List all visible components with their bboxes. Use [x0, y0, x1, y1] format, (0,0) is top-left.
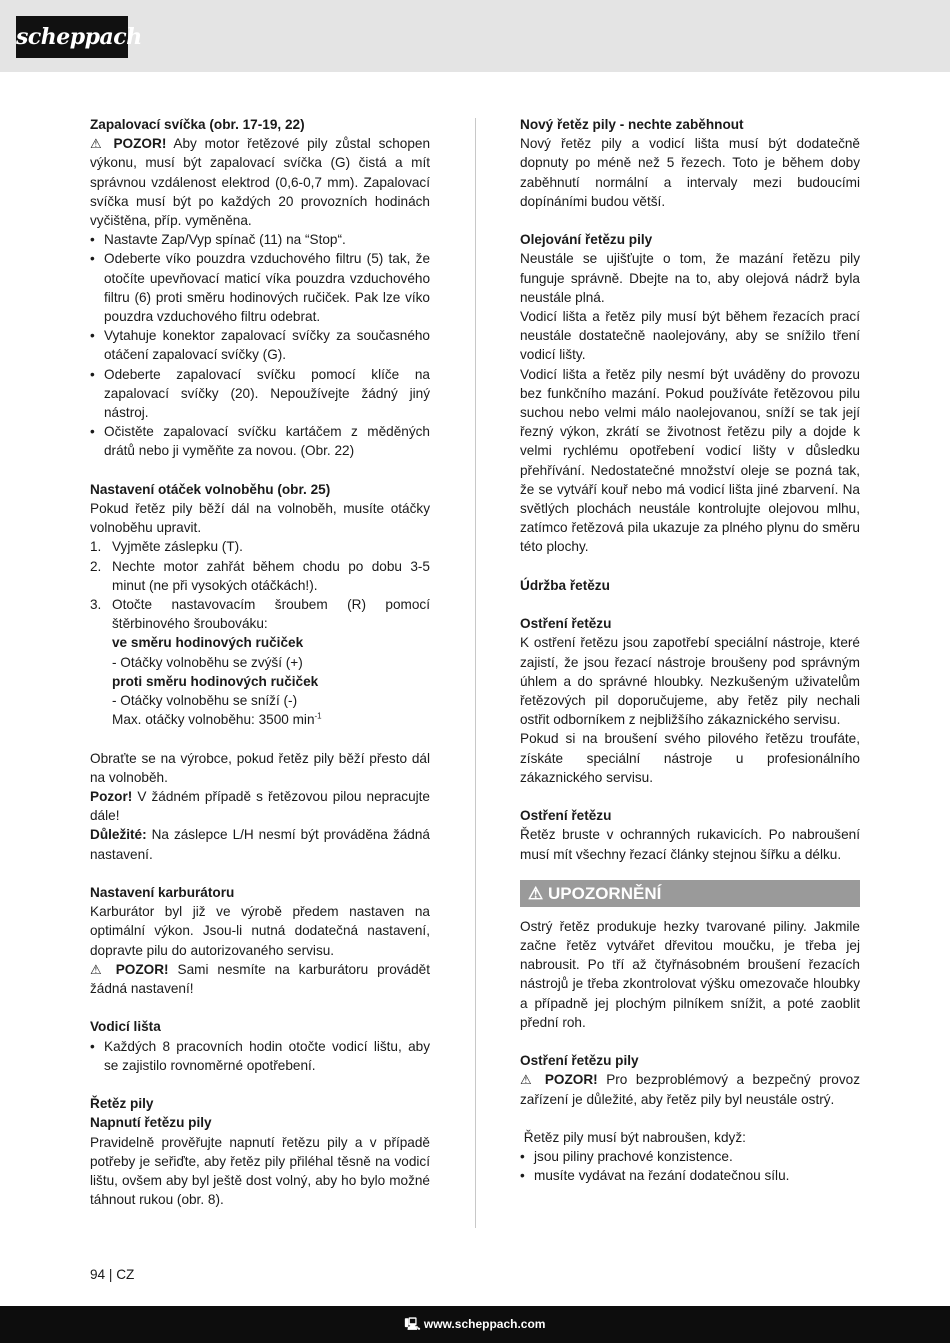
warning-triangle-icon: ⚠: [528, 883, 544, 903]
column-divider: [475, 118, 476, 1228]
idle-speed-heading: Nastavení otáček volnoběhu (obr. 25): [90, 481, 331, 497]
page-number: 94 | CZ: [90, 1267, 135, 1282]
counterclockwise-result: - Otáčky volnoběhu se sníží (-): [112, 693, 298, 709]
carburetor-heading: Nastavení karburátoru: [90, 885, 235, 901]
carburetor-text: Karburátor byl již ve výrobě předem nastaven na optimální výkon. Jsou-li nutná dodatečná nastavení, dopravte pilu do autorizovaného servisu.: [90, 904, 430, 958]
list-item: • musíte vydávat na řezání dodatečnou sílu.: [520, 1166, 860, 1185]
clockwise-result: - Otáčky volnoběhu se zvýší (+): [112, 654, 303, 670]
right-column: [520, 115, 860, 1186]
warning-banner: ⚠ UPOZORNĚNÍ: [520, 880, 860, 907]
page-footer: [0, 1306, 950, 1343]
idle-pozor: Pozor! V žádném případě s řetězovou pilou nepracujte dále!: [90, 789, 430, 824]
guide-bar-heading: Vodicí lišta: [90, 1019, 161, 1035]
list-item: • Vytahuje konektor zapalovací svíčky za současného otáčení zapalovací svíčky (G).: [90, 326, 430, 364]
list-item: • Odeberte víko pouzdra vzduchového filtru (5) tak, že otočíte upevňovací maticí víka pouzdra vzduchového filtru (6) proti směru hodinových ručiček. Pak lze víko pouzdra vzduchového filtru odebrat.: [90, 249, 430, 326]
idle-contact: Obraťte se na výrobce, pokud řetěz pily běží přesto dál na volnoběh.: [90, 750, 430, 785]
footer-url[interactable]: www.scheppach.com: [423, 1317, 546, 1331]
scheppach-logo: scheppach: [16, 16, 128, 58]
sharpening-heading: Ostření řetězu: [520, 616, 612, 632]
list-item: • Nastavte Zap/Vyp spínač (11) na “Stop“.: [90, 230, 430, 249]
chain-heading: Řetěz pily: [90, 1096, 154, 1112]
oiling-heading: Olejování řetězu pily: [520, 232, 653, 248]
chain-maintenance-heading: Údržba řetězu: [520, 577, 610, 593]
sharpening-text-3: Řetěz bruste v ochranných rukavicích. Po nabroušení musí mít všechny řezací články stejnou šířku a délku.: [520, 827, 860, 862]
warning-triangle-icon: ⚠: [90, 136, 106, 152]
new-chain-text: Nový řetěz pily a vodicí lišta musí být dodatečně dopnuty po méně než 5 řezech. Toto je během doby zaběhnutí normální a intervaly mezi budoucími dopínáními budou větší.: [520, 136, 860, 209]
oiling-text-2: Vodicí lišta a řetěz pily musí být během řezacích prací neustále dostatečně naolejovány, aby se snížilo tření vodicí lišty.: [520, 309, 860, 363]
list-item: 2. Nechte motor zahřát během chodu po dobu 3-5 minut (ne při vysokých otáčkách!).: [90, 558, 430, 593]
spark-plug-heading: Zapalovací svíčka (obr. 17-19, 22): [90, 117, 305, 132]
sharpening-text-2: Pokud si na broušení svého pilového řetězu troufáte, získáte speciální nástroje u profesionálního zákaznického servisu.: [520, 731, 860, 785]
list-item: 3. Otočte nastavovacím šroubem (R) pomocí štěrbinového šroubováku:: [90, 597, 430, 632]
oiling-text-1: Neustále se ujišťujte o tom, že mazání řetězu pily funguje správně. Dbejte na to, aby olejová nádrž byla neustále plná.: [520, 251, 860, 305]
list-item: • jsou piliny prachové konzistence.: [520, 1147, 860, 1166]
list-item: • Očistěte zapalovací svíčku kartáčem z měděných drátů nebo ji vyměňte za novou. (Obr. 22): [90, 422, 430, 460]
max-idle-speed: Max. otáčky volnoběhu: 3500 $\min^{-1}$: [112, 711, 322, 728]
monitor-icon: 🖳: [404, 1317, 421, 1331]
list-item: 1. Vyjměte záslepku (T).: [90, 539, 243, 555]
idle-intro: Pokud řetěz pily běží dál na volnoběh, musíte otáčky volnoběhu upravit.: [90, 501, 430, 536]
warning-triangle-icon: ⚠: [520, 1072, 537, 1088]
idle-dulezite: Důležité: Na záslepce L/H nesmí být prováděna žádná nastavení.: [90, 827, 430, 862]
warning-triangle-icon: ⚠: [90, 961, 107, 977]
sharpening-text-1: K ostření řetězu jsou zapotřebí speciální nástroje, které zajistí, že jsou řezací nástroje broušeny pod správným úhlem a do správné hloubky. Nezkušeným uživatelům řetězových pil doporučujeme, aby řetěz pily nechali ostřit odborníkem z nejbližšího zákaznického servisu.: [520, 635, 860, 728]
page-header: [0, 0, 950, 72]
counterclockwise-label: proti směru hodinových ručiček: [112, 673, 319, 689]
oiling-text-3: Vodicí lišta a řetěz pily nesmí být uváděny do provozu bez funkčního mazání. Pokud používáte řetězovou pilu suchou nebo velmi málo naolejovanou, sníží se tak její řezný výkon, zkrátí se životnost řetězu pily a dojde k velmi rychlému opotřebení vodicí lišty v důsledku přehřívání. Nedostatečné množství oleje se pozná tak, že se vytváří kouř nebo má vodicí lišta jiné zbarvení. Na světlých plochách neustále kontrolujte olejovou mlhu, zatímco řetězová pila ukazuje za plného plynu do směru této plochy.: [520, 366, 860, 555]
carburetor-warning: ⚠ POZOR! Sami nesmíte na karburátoru provádět žádná nastavení!: [90, 961, 431, 997]
chain-tension-heading: Napnutí řetězu pily: [90, 1115, 212, 1131]
sharpen-when-intro: Řetěz pily musí být nabroušen, když:: [520, 1130, 746, 1146]
clockwise-label: ve směru hodinových ručiček: [112, 635, 304, 651]
new-chain-heading: Nový řetěz pily - nechte zaběhnout: [520, 117, 744, 132]
list-item: • Každých 8 pracovních hodin otočte vodicí lištu, aby se zajistilo rovnoměrné opotřebení.: [90, 1037, 430, 1075]
chain-tension-text: Pravidelně prověřujte napnutí řetězu pily a v případě potřeby je seřiďte, aby řetěz pily přiléhal těsně na vodicí lištu, ovšem aby byl ještě dost volný, aby ho bylo možné táhnout rukou (obr. 8).: [90, 1134, 430, 1208]
chain-sharpening-warning: ⚠ POZOR! Pro bezproblémový a bezpečný provoz zařízení je důležité, aby řetěz pily byl neustále ostrý.: [520, 1072, 860, 1107]
left-column: [90, 115, 430, 1210]
spark-plug-warning: ⚠ POZOR! Aby motor řetězové pily zůstal schopen výkonu, musí být zapalovací svíčka (G) čistá a mít správnou vzdálenost elektrod (0,6-0,7 mm). Zapalovací svíčka musí být po každých 20 provozních hodinách vyčištěna, příp. vyměněna.: [90, 136, 430, 229]
list-item: • Odeberte zapalovací svíčku pomocí klíče na zapalovací svíčky (20). Nepoužívejte žádný jiný nástroj.: [90, 365, 430, 423]
warning-text: Ostrý řetěz produkuje hezky tvarované piliny. Jakmile začne řetěz vytvářet dřevitou moučku, je třeba jej nabrousit. Po tří až čtyřnásobném broušení řezacích nástrojů je třeba zkontrolovat výšku omezovače hloubky a případně jej plochým pilníkem snížit, a poté zaoblit přední roh.: [520, 918, 860, 1030]
chain-sharpening-heading: Ostření řetězu pily: [520, 1053, 639, 1069]
sharpening-heading-2: Ostření řetězu: [520, 808, 612, 824]
